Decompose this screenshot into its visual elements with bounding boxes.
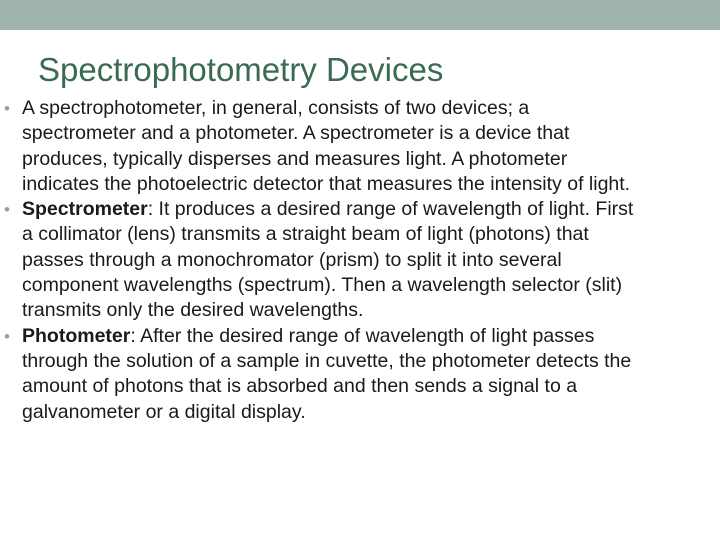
bullet-text: : After the desired range of wavelength of light passes through the solution of a sample in cuvette, the photometer detects the amount of photons that is absorbed and then sends a signal to a galvanometer or a digital display. <box>22 324 632 423</box>
slide-title: Spectrophotometry Devices <box>38 51 444 88</box>
bullet-text: : It produces a desired range of wavelength of light. First a collimator (lens) transmits a straight beam of light (photons) that passes through a monochromator (prism) to split it into several component wavelengths (spectrum). Then a wavelength selector (slit) transmits only the desired wavelengths. <box>22 198 634 322</box>
bullet-text: A spectrophotometer, in general, consists of two devices; a spectrometer and a photometer. A spectrometer is a device that produces, typically disperses and measures light. A photometer indicates the photoelectric detector that measures the intensity of light. <box>22 97 631 195</box>
top-accent-bar <box>0 0 720 30</box>
bullet-term: Photometer <box>22 324 131 347</box>
bullet-item-photometer <box>4 324 640 425</box>
bullet-item-spectrometer <box>4 197 640 323</box>
bullet-icon: • <box>4 200 10 220</box>
bullet-icon: • <box>4 99 10 118</box>
bullet-icon: • <box>4 326 10 346</box>
bullet-term: Spectrometer <box>22 198 148 221</box>
bullet-item-spectrophotometer <box>4 96 640 197</box>
bullet-list <box>4 96 640 425</box>
